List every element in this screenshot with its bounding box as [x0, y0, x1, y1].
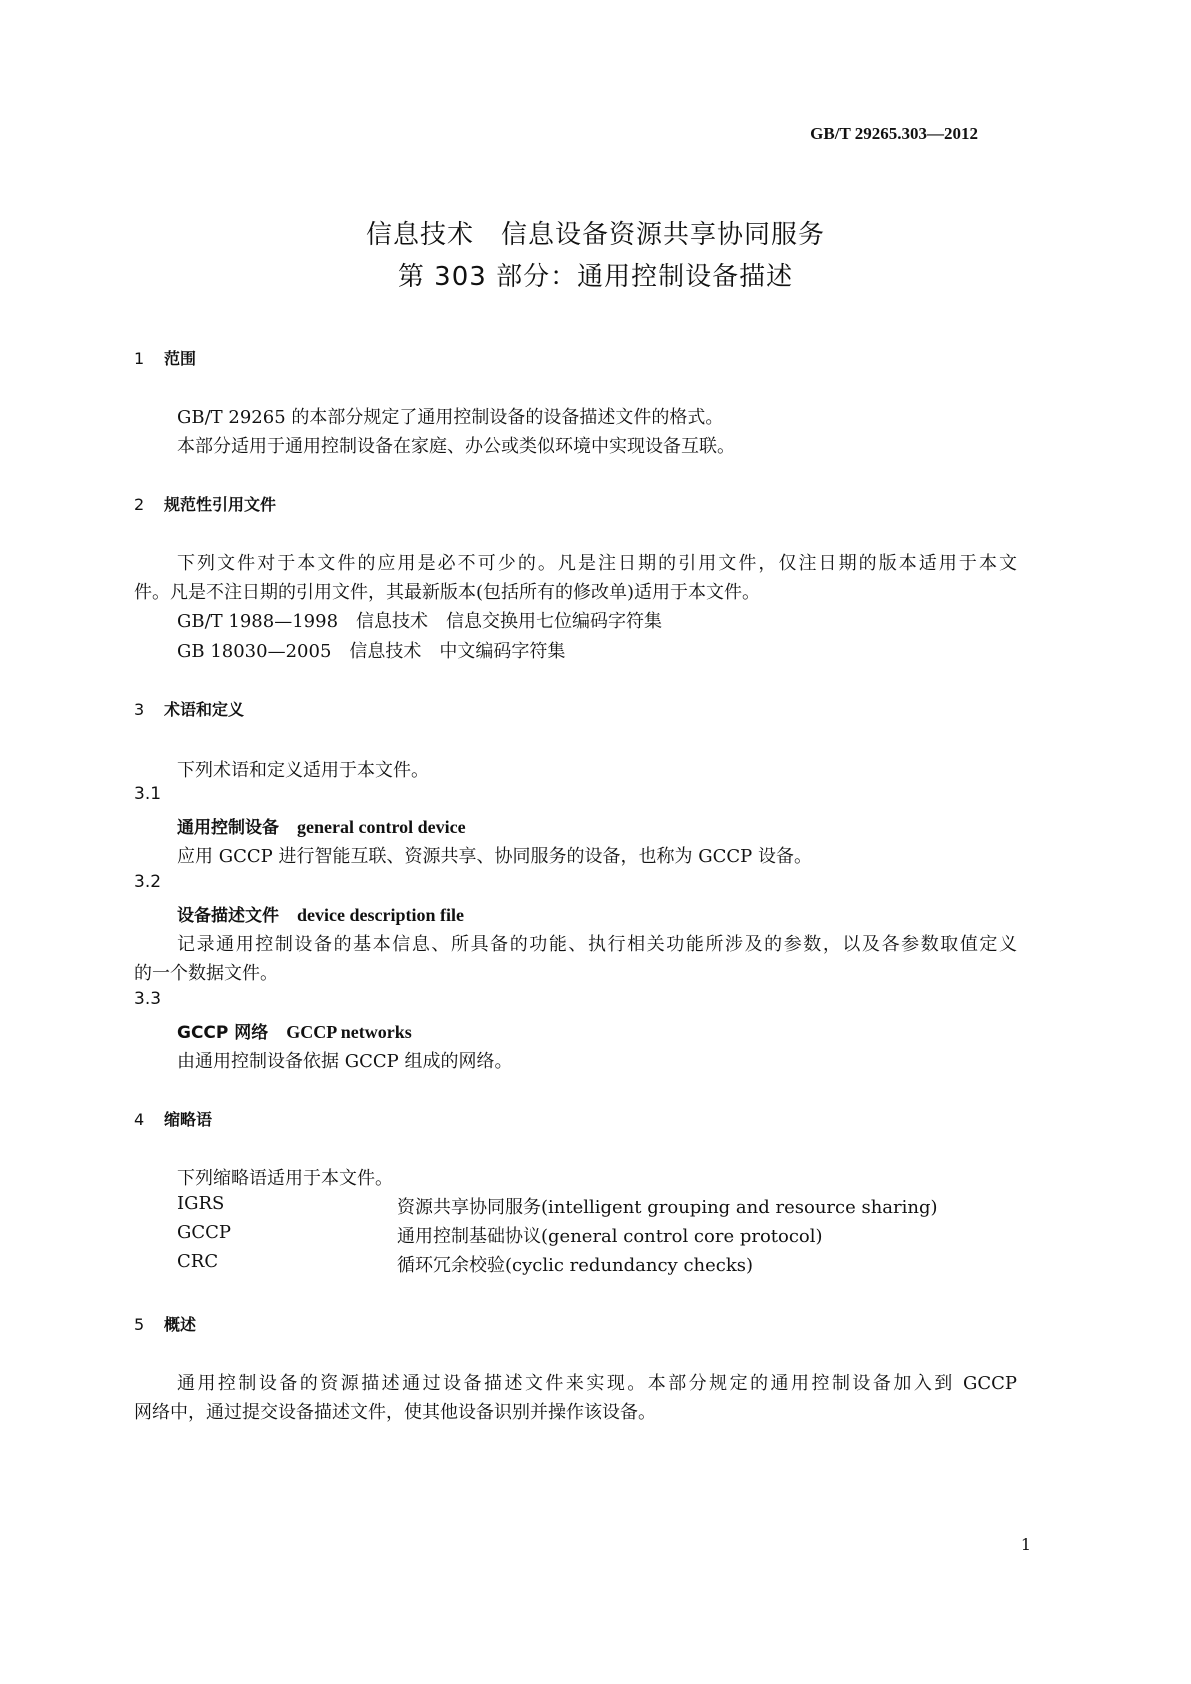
abbreviation-expansion: 资源共享协同服务(intelligent grouping and resource sharing)	[397, 1197, 938, 1218]
section-heading	[134, 697, 244, 720]
abbreviation: CRC	[177, 1251, 219, 1272]
reference-item: GB 18030—2005 信息技术 中文编码字符集	[177, 641, 566, 662]
section-heading	[134, 1312, 196, 1335]
term-zh: 通用控制设备	[177, 818, 279, 838]
section-heading	[134, 1107, 212, 1130]
term-definition-continuation: 的一个数据文件。	[134, 963, 278, 984]
term-heading	[177, 813, 466, 838]
section-number: 5	[134, 1315, 145, 1334]
paragraph: 下列术语和定义适用于本文件。	[177, 760, 429, 781]
clause-number: 3.3	[134, 989, 162, 1009]
paragraph-continuation: 件。凡是不注日期的引用文件，其最新版本(包括所有的修改单)适用于本文件。	[134, 582, 761, 603]
term-heading	[177, 1018, 412, 1043]
paragraph: 下列文件对于本文件的应用是必不可少的。凡是注日期的引用文件，仅注日期的版本适用于本文	[177, 553, 1017, 574]
term-en: device description file	[297, 905, 464, 925]
term-en: general control device	[297, 817, 466, 837]
paragraph: 本部分适用于通用控制设备在家庭、办公或类似环境中实现设备互联。	[177, 436, 735, 457]
paragraph-continuation: 网络中，通过提交设备描述文件，使其他设备识别并操作该设备。	[134, 1402, 656, 1423]
section-title: 概述	[164, 1315, 197, 1334]
standard-number: GB/T 29265.303—2012	[810, 124, 978, 143]
clause-number: 3.1	[134, 784, 162, 804]
section-number: 3	[134, 700, 145, 719]
doc-title-line2: 第 303 部分：通用控制设备描述	[397, 262, 794, 292]
abbreviation: GCCP	[177, 1222, 232, 1243]
page-number: 1	[1020, 1535, 1031, 1554]
section-number: 2	[134, 495, 145, 514]
section-number: 4	[134, 1110, 145, 1129]
section-heading	[134, 492, 276, 515]
section-heading	[134, 346, 196, 369]
paragraph: 通用控制设备的资源描述通过设备描述文件来实现。本部分规定的通用控制设备加入到 GCCP	[177, 1373, 1017, 1394]
term-definition: 由通用控制设备依据 GCCP 组成的网络。	[177, 1051, 513, 1072]
clause-number: 3.2	[134, 872, 162, 892]
section-title: 缩略语	[164, 1110, 213, 1129]
abbreviation-expansion: 循环冗余校验(cyclic redundancy checks)	[397, 1255, 754, 1276]
section-title: 术语和定义	[164, 700, 245, 719]
term-zh: 设备描述文件	[177, 906, 279, 926]
paragraph: 下列缩略语适用于本文件。	[177, 1168, 393, 1189]
term-en: GCCP networks	[286, 1022, 412, 1042]
section-title: 范围	[164, 349, 197, 368]
abbreviation-expansion: 通用控制基础协议(general control core protocol)	[397, 1226, 823, 1247]
section-number: 1	[134, 349, 145, 368]
abbreviation: IGRS	[177, 1193, 225, 1214]
doc-title-line1: 信息技术 信息设备资源共享协同服务	[365, 220, 825, 250]
section-title: 规范性引用文件	[164, 495, 277, 514]
term-definition: 应用 GCCP 进行智能互联、资源共享、协同服务的设备，也称为 GCCP 设备。	[177, 846, 812, 867]
term-heading	[177, 901, 464, 926]
term-definition: 记录通用控制设备的基本信息、所具备的功能、执行相关功能所涉及的参数，以及各参数取值定义	[177, 934, 1017, 955]
reference-item: GB/T 1988—1998 信息技术 信息交换用七位编码字符集	[177, 611, 663, 632]
paragraph: GB/T 29265 的本部分规定了通用控制设备的设备描述文件的格式。	[177, 407, 724, 428]
term-zh: GCCP 网络	[177, 1023, 269, 1043]
